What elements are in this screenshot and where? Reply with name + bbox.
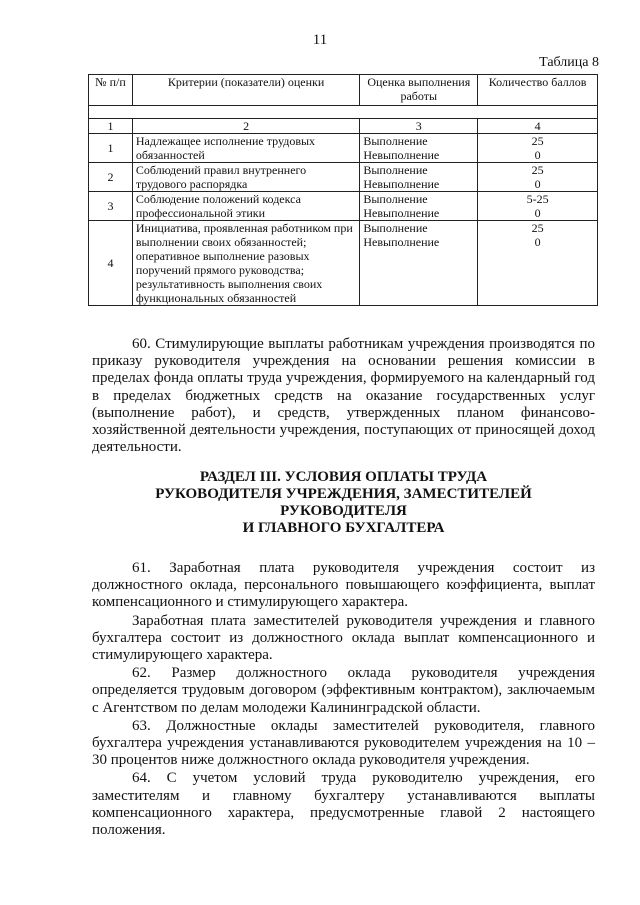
table-row <box>89 134 598 163</box>
criteria-cell: Соблюдений правил внутреннего трудового распорядка <box>132 163 359 192</box>
evaluation-cell: Выполнение Невыполнение <box>360 163 478 192</box>
criteria-cell: Соблюдение положений кодекса профессиональной этики <box>132 192 359 221</box>
points-cell: 25 0 <box>478 163 598 192</box>
criteria-cell: Инициатива, проявленная работником при выполнении своих обязанностей; оперативное выполнение разовых поручений прямого руководства; результативность выполнения своих функциональных обязанностей <box>132 221 359 306</box>
table-numbering-row <box>89 119 598 134</box>
section-title-line: РУКОВОДИТЕЛЯ УЧРЕЖДЕНИЯ, ЗАМЕСТИТЕЛЕЙ <box>155 486 532 502</box>
row-number: 1 <box>89 134 133 163</box>
paragraph-63: 63. Должностные оклады заместителей руководителя, главного бухгалтера учреждения устанавливаются руководителем учреждения на 10 – 30 процентов ниже должностного оклада руководителя учреждения. <box>92 717 595 769</box>
row-number: 3 <box>89 192 133 221</box>
header-evaluation: Оценка выполнения работы <box>360 75 478 106</box>
section-title <box>92 469 595 537</box>
criteria-cell: Надлежащее исполнение трудовых обязанностей <box>132 134 359 163</box>
evaluation-cell: Выполнение Невыполнение <box>360 192 478 221</box>
section-title-line: РАЗДЕЛ III. УСЛОВИЯ ОПЛАТЫ ТРУДА <box>199 469 488 485</box>
paragraph-text: 60. Стимулирующие выплаты работникам учреждения производятся по приказу руководителя учреждения на основании решения комиссии в пределах фонда оплаты труда учреждения, формируемого на календарный год в пределах бюджетных средств на оказание государственных услуг (выполнение работ), и средств, утвержденных планом финансово-хозяйственной деятельности учреждения, поступающих от приносящей доход деятельности. <box>92 336 595 456</box>
paragraph-61: 61. Заработная плата руководителя учреждения состоит из должностного оклада, персонального повышающего коэффициента, выплат компенсационного и стимулирующего характера. <box>92 560 595 611</box>
table-row <box>89 163 598 192</box>
row-number: 2 <box>89 163 133 192</box>
table-header-row <box>89 75 598 106</box>
numbering-cell: 3 <box>360 119 478 134</box>
numbering-cell: 1 <box>89 119 133 134</box>
criteria-table <box>88 74 598 306</box>
header-criteria: Критерии (показатели) оценки <box>132 75 359 106</box>
row-number: 4 <box>89 221 133 306</box>
points-cell: 25 0 <box>478 221 598 306</box>
paragraph-62: 62. Размер должностного оклада руководителя учреждения определяется трудовым договором (эффективным контрактом), заключаемым с Агентством по делам молодежи Калининградской области. <box>92 665 595 716</box>
table-label: Таблица 8 <box>539 55 599 70</box>
points-cell: 5-25 0 <box>478 192 598 221</box>
numbering-cell: 4 <box>478 119 598 134</box>
paragraph-61-continued: Заработная плата заместителей руководителя учреждения и главного бухгалтера состоит из должностного оклада выплат компенсационного и стимулирующего характера. <box>92 612 595 664</box>
section-title-line: И ГЛАВНОГО БУХГАЛТЕРА <box>242 520 445 536</box>
evaluation-cell: Выполнение Невыполнение <box>360 134 478 163</box>
paragraph-60 <box>92 336 595 457</box>
numbering-cell: 2 <box>132 119 359 134</box>
section-title-line: РУКОВОДИТЕЛЯ <box>280 503 407 519</box>
section-body <box>92 560 595 840</box>
header-points: Количество баллов <box>478 75 598 106</box>
page-number: 11 <box>312 32 328 48</box>
table-row <box>89 192 598 221</box>
evaluation-cell: Выполнение Невыполнение <box>360 221 478 306</box>
header-number: № п/п <box>89 75 133 106</box>
points-cell: 25 0 <box>478 134 598 163</box>
paragraph-64: 64. С учетом условий труда руководителю учреждения, его заместителям и главному бухгалтеру устанавливаются выплаты компенсационного характера, предусмотренные главой 2 настоящего положения. <box>92 770 595 839</box>
table-row <box>89 221 598 306</box>
